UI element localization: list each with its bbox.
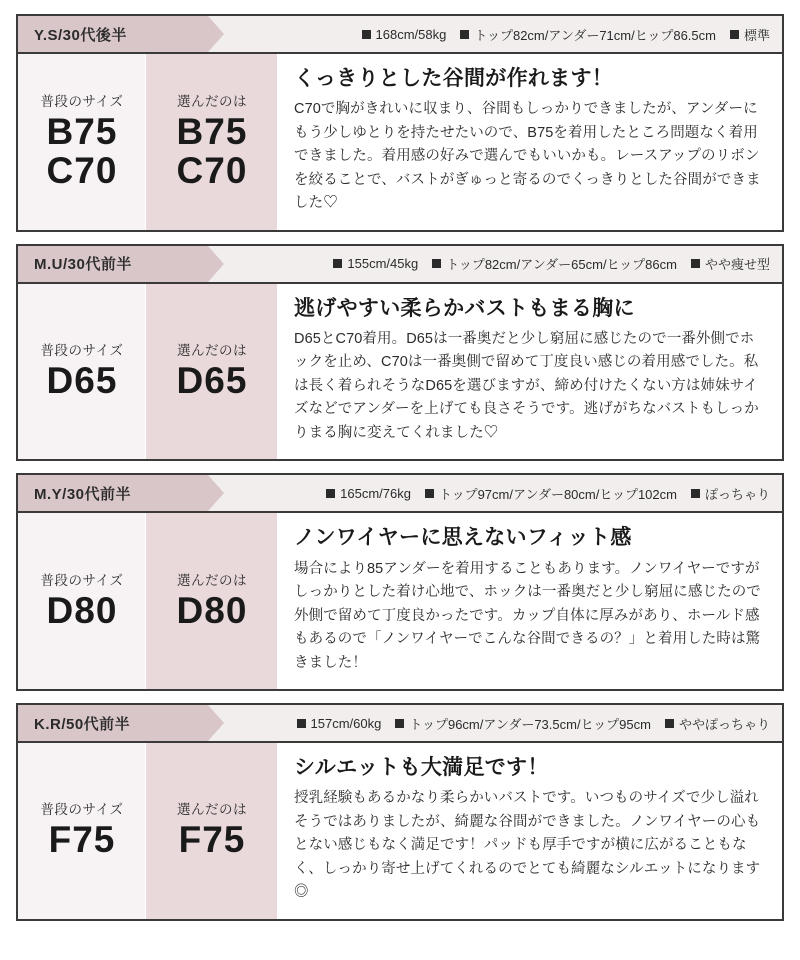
reviewer-specs — [208, 16, 782, 52]
spec-text: 標準 — [743, 27, 770, 43]
square-bullet-icon — [297, 719, 306, 728]
usual-size-values — [47, 361, 118, 400]
review-header — [18, 705, 782, 743]
review-body-text: 授乳経験もあるかなり柔らかいバストです。いつものサイズで少し溢れそうではありましたが、綺麗な谷間ができました。ノンワイヤーの心もとない感じもなく満足です！パッドも厚手ですが横に広がることもなく、しっかり寄せ上げてくれるのでとても綺麗なシルエットになります◎ — [294, 790, 761, 901]
reviewer-name: Y.S/30代後半 — [18, 16, 208, 52]
spec-item — [333, 256, 418, 271]
spec-item — [730, 25, 770, 44]
reviewer-specs — [208, 705, 782, 741]
spec-text: 165cm/76kg — [340, 485, 411, 501]
review-text-column — [278, 284, 782, 460]
square-bullet-icon — [432, 259, 441, 268]
spec-item — [297, 716, 382, 731]
reviewer-name: K.R/50代前半 — [18, 705, 208, 741]
review-body-text: 場合により85アンダーを着用することもあります。ノンワイヤーですがしっかりとした着け心地で、ホックは一番奥だと少し窮屈に感じたので外側で留めて丁度良かったです。カップ自体に厚みがあり、ホールド感もあるので「ノンワイヤーでこんな谷間できるの？」と着用した時は驚きました！ — [294, 560, 761, 671]
spec-item — [460, 25, 716, 44]
review-title: 逃げやすい柔らかバストもまる胸に — [294, 296, 635, 320]
reviewer-name: M.U/30代前半 — [18, 246, 208, 282]
spec-text: トップ82cm/アンダー71cm/ヒップ86.5cm — [474, 27, 716, 43]
usual-size-values — [49, 820, 116, 859]
square-bullet-icon — [425, 489, 434, 498]
review-body — [18, 513, 782, 689]
chosen-size-value: D80 — [176, 589, 248, 631]
square-bullet-icon — [362, 30, 371, 39]
review-body-text: C70で胸がきれいに収まり、谷間もしっかりできましたが、アンダーにもう少しゆとりを持たせたいので、B75を着用したところ問題なく着用できました。着用感の好みで選んでもいいかも。レースアップのリボンを絞ることで、バストがぎゅっと寄るのでくっきりとした谷間ができました♡ — [294, 101, 761, 212]
usual-size-values — [47, 112, 118, 190]
chosen-size-value: B75 — [176, 110, 248, 152]
reviewer-name: M.Y/30代前半 — [18, 475, 208, 511]
square-bullet-icon — [395, 719, 404, 728]
review-body — [18, 284, 782, 460]
review-header — [18, 246, 782, 284]
chosen-size-value: F75 — [178, 819, 246, 861]
chosen-size-column — [146, 513, 278, 689]
review-body-text: D65とC70着用。D65は一番奥だと少し窮屈に感じたので一番外側でホックを止め、C70は一番奥側で留めて丁度良い感じの着用感でした。私は長く着られそうなD65を選びますが、締め付けたくない方は姉妹サイズなどでアンダーを上げても良さそうです。逃げがちなバストもしっかりまる胸に変えてくれました♡ — [294, 330, 759, 441]
review-card — [16, 244, 784, 462]
spec-item — [362, 27, 447, 42]
usual-size-values — [47, 591, 118, 630]
spec-item — [326, 486, 411, 501]
review-text-column — [278, 513, 782, 689]
review-title: くっきりとした谷間が作れます！ — [294, 67, 614, 90]
usual-size-value: D80 — [46, 589, 118, 631]
usual-size-label: 普段のサイズ — [40, 93, 124, 109]
reviewer-specs — [208, 246, 782, 282]
spec-text: トップ96cm/アンダー73.5cm/ヒップ95cm — [409, 716, 651, 732]
spec-text: ややぽっちゃり — [678, 716, 770, 732]
spec-text: 157cm/60kg — [310, 715, 382, 731]
review-body — [18, 743, 782, 919]
square-bullet-icon — [691, 259, 700, 268]
chosen-size-value: D65 — [176, 359, 248, 401]
spec-item — [395, 714, 651, 733]
review-text-column — [278, 743, 782, 919]
square-bullet-icon — [691, 489, 700, 498]
spec-text: やや痩せ型 — [704, 257, 770, 273]
usual-size-value: F75 — [48, 819, 116, 861]
spec-text: トップ82cm/アンダー65cm/ヒップ86cm — [446, 257, 677, 273]
usual-size-column — [18, 743, 146, 919]
spec-text: 168cm/58kg — [375, 26, 447, 42]
square-bullet-icon — [665, 719, 674, 728]
usual-size-value: C70 — [46, 149, 118, 191]
review-title: ノンワイヤーに思えないフィット感 — [294, 526, 632, 550]
chosen-size-label: 選んだのは — [177, 93, 247, 109]
usual-size-column — [18, 513, 146, 689]
usual-size-value: D65 — [46, 359, 118, 401]
usual-size-value: B75 — [46, 110, 118, 152]
spec-item — [665, 714, 770, 733]
chosen-size-value: C70 — [176, 149, 248, 191]
square-bullet-icon — [326, 489, 335, 498]
usual-size-column — [18, 284, 146, 460]
spec-item — [691, 254, 770, 273]
chosen-size-label: 選んだのは — [177, 802, 247, 818]
usual-size-column — [18, 54, 146, 230]
chosen-size-values — [177, 112, 248, 190]
review-header — [18, 16, 782, 54]
spec-text: トップ97cm/アンダー80cm/ヒップ102cm — [438, 486, 677, 502]
usual-size-label: 普段のサイズ — [40, 342, 124, 358]
spec-item — [432, 254, 677, 273]
review-card — [16, 473, 784, 691]
spec-item — [691, 484, 770, 503]
review-text-column — [278, 54, 782, 230]
chosen-size-column — [146, 743, 278, 919]
review-header — [18, 475, 782, 513]
chosen-size-label: 選んだのは — [177, 572, 247, 588]
chosen-size-values — [177, 361, 248, 400]
review-card — [16, 703, 784, 921]
usual-size-label: 普段のサイズ — [40, 572, 124, 588]
usual-size-label: 普段のサイズ — [40, 802, 124, 818]
square-bullet-icon — [730, 30, 739, 39]
review-body — [18, 54, 782, 230]
chosen-size-label: 選んだのは — [177, 342, 247, 358]
reviewer-specs — [208, 475, 782, 511]
chosen-size-column — [146, 284, 278, 460]
square-bullet-icon — [460, 30, 469, 39]
square-bullet-icon — [333, 259, 342, 268]
chosen-size-column — [146, 54, 278, 230]
review-card — [16, 14, 784, 232]
spec-item — [425, 484, 677, 503]
spec-text: ぽっちゃり — [704, 486, 770, 502]
chosen-size-values — [177, 591, 248, 630]
chosen-size-values — [179, 820, 246, 859]
review-title: シルエットも大満足です！ — [294, 756, 549, 780]
spec-text: 155cm/45kg — [347, 256, 419, 272]
